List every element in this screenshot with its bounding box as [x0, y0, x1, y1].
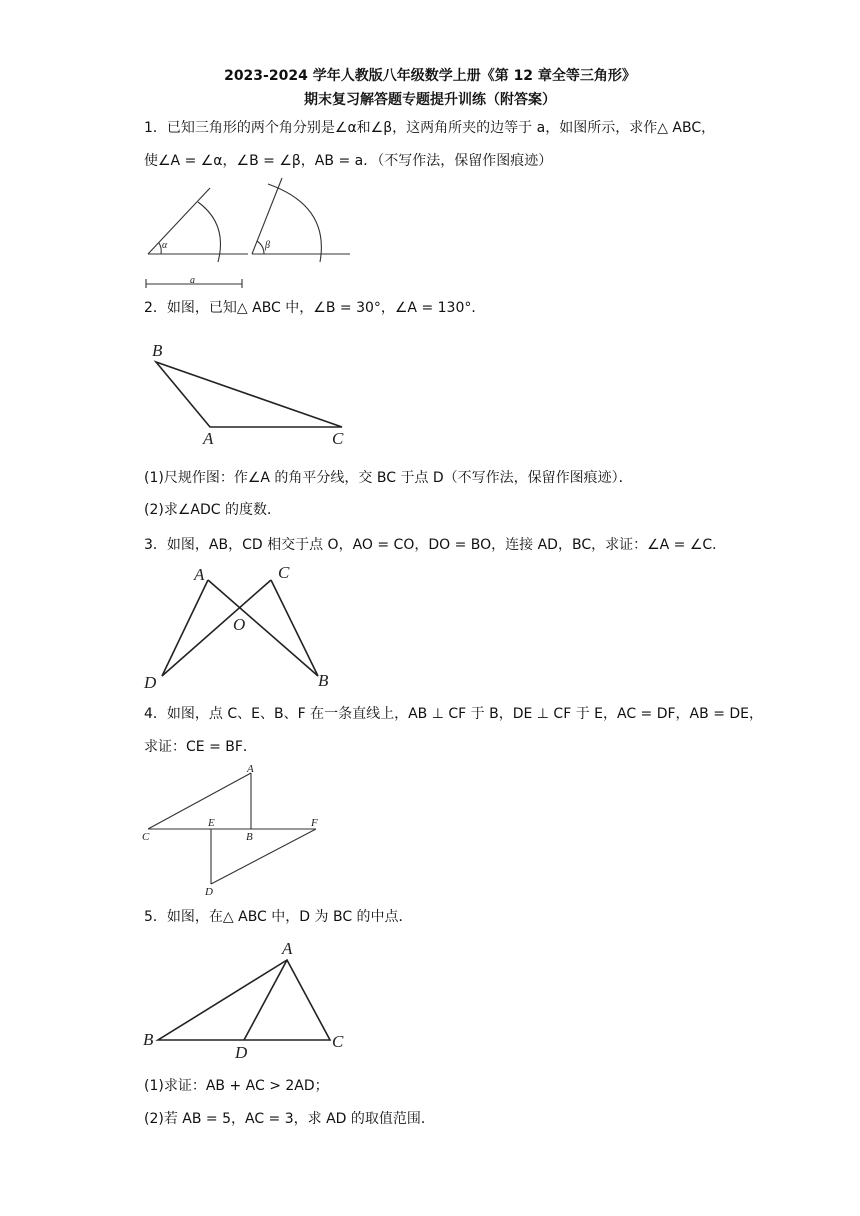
beta-label: β: [265, 240, 270, 251]
point-a-label: A: [247, 763, 254, 775]
point-a-label: A: [194, 565, 205, 584]
problem-4-figure: [140, 760, 330, 900]
vertex-c-label: C: [332, 1032, 344, 1051]
vertex-c-label: C: [332, 429, 344, 448]
problem-4-statement-line2: 求证：CE = BF．: [144, 739, 257, 755]
point-c-label: C: [278, 563, 290, 582]
vertex-b-label: B: [143, 1030, 154, 1049]
problem-4-statement-line1: 4．如图，点 C、E、B、F 在一条直线上，AB ⊥ CF 于 B，DE ⊥ CF 于 E，AC = DF，AB = DE，: [144, 706, 763, 722]
segment-ac: [148, 773, 251, 829]
alpha-label: α: [162, 240, 168, 251]
segment-ad: [162, 580, 208, 676]
problem-5-statement: 5．如图，在△ ABC 中，D 为 BC 的中点．: [144, 909, 413, 925]
alpha-angle-mark: [159, 243, 161, 254]
problem-5-figure: [140, 934, 360, 1064]
point-f-label: F: [311, 817, 318, 829]
point-c-label: C: [142, 831, 150, 843]
problem-1-figure: [140, 176, 360, 291]
page-title-line1: 2023-2024 学年人教版八年级数学上册《第 12 章全等三角形》: [224, 68, 636, 84]
problem-2-figure: [140, 334, 360, 452]
problem-5-question-1: (1)求证：AB + AC > 2AD；: [144, 1078, 329, 1094]
median-ad: [244, 960, 287, 1040]
vertex-b-label: B: [152, 341, 163, 360]
triangle-abc: [158, 960, 330, 1040]
beta-construction-arc: [268, 184, 321, 262]
vertex-a-label: A: [282, 939, 293, 958]
point-d-label: D: [144, 673, 157, 692]
problem-5-question-2: (2)若 AB = 5，AC = 3，求 AD 的取值范围．: [144, 1111, 435, 1127]
segment-cd: [162, 580, 271, 676]
segment-a-label: a: [190, 275, 195, 286]
point-d-label: D: [235, 1043, 248, 1062]
segment-cb: [271, 580, 318, 676]
point-b-label: B: [246, 831, 253, 843]
problem-1-statement-line1: 1．已知三角形的两个角分别是∠α和∠β，这两角所夹的边等于 a，如图所示，求作△ ABC，: [144, 120, 716, 136]
point-o-label: O: [233, 615, 246, 634]
problem-2-statement: 2．如图，已知△ ABC 中，∠B = 30°，∠A = 130°．: [144, 300, 486, 316]
point-b-label: B: [318, 671, 329, 690]
alpha-slanted-ray: [148, 188, 210, 254]
point-e-label: E: [208, 817, 215, 829]
problem-2-question-2: (2)求∠ADC 的度数．: [144, 502, 281, 518]
alpha-construction-arc: [198, 202, 221, 262]
page-title-line2: 期末复习解答题专题提升训练（附答案）: [304, 92, 556, 108]
problem-2-question-1: (1)尺规作图：作∠A 的角平分线，交 BC 于点 D（不写作法，保留作图痕迹）．: [144, 470, 633, 486]
point-d-label: D: [205, 886, 213, 898]
problem-1-statement-line2: 使∠A = ∠α，∠B = ∠β，AB = a．（不写作法，保留作图痕迹）: [144, 153, 553, 169]
segment-ab: [208, 580, 318, 676]
problem-3-figure: [140, 560, 350, 695]
problem-3-statement: 3．如图，AB，CD 相交于点 O，AO = CO，DO = BO，连接 AD，BC，求证：∠A = ∠C．: [144, 537, 727, 553]
segment-df: [211, 829, 316, 884]
vertex-a-label: A: [203, 429, 214, 448]
beta-angle-mark: [257, 241, 264, 254]
triangle-abc: [156, 362, 342, 427]
